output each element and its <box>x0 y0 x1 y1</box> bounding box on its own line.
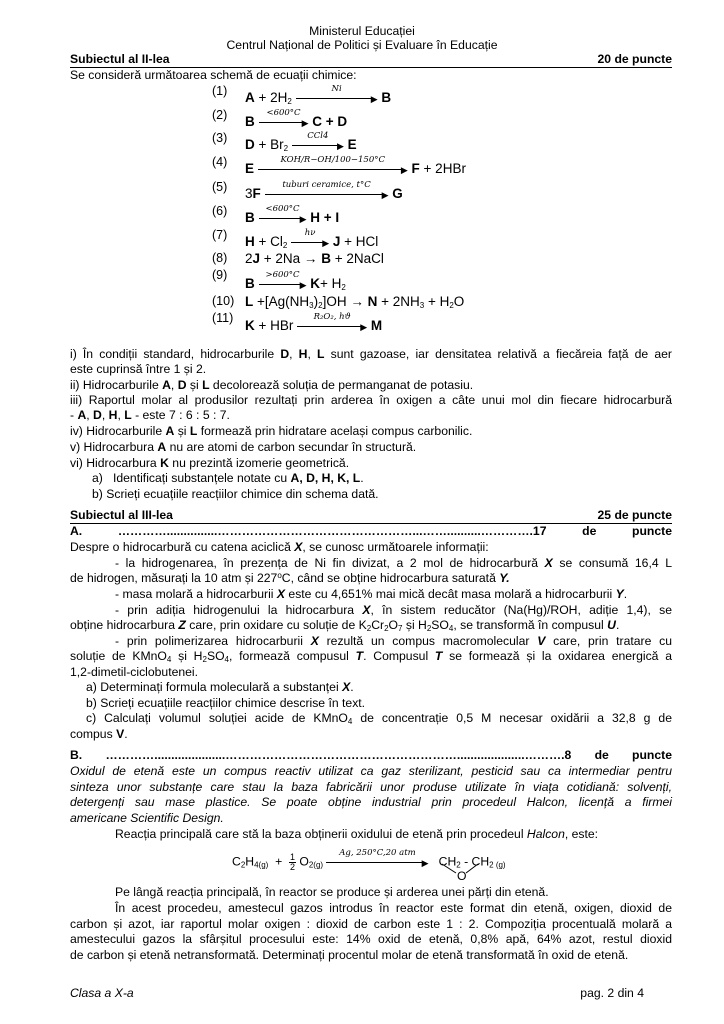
equation-2: B ▶ <600°C C + D <box>245 108 348 129</box>
footer-class: Clasa a X-a <box>70 986 134 1000</box>
equation-5: 3F ▶ tuburi ceramice, t°C G <box>245 180 403 201</box>
part-b-tail-3: carbon și azot, iar raportul molar oxigen : dioxid de carbon este 1 : 2. Compoziția procentuală molară a <box>70 917 672 931</box>
part-b-italic-3: detergenți sau mase plastice. Se poate obține industrial prin procedeul Halcon, licență a firmei <box>70 795 672 809</box>
part-a-intro: Despre o hidrocarbură cu catena aciclică X, se cunosc următoarele informații: <box>70 540 489 554</box>
task-a: a) Identificați substanțele notate cu A, D, H, K, L. <box>92 471 364 485</box>
part-b-italic-1: Oxidul de etenă este un compus reactiv utilizat ca gaz sterilizant, pesticid sau ca intermediar pentru <box>70 764 672 778</box>
eq-number: (9) <box>212 268 228 282</box>
part-b-italic-2: sinteza unor substanțe care stau la baza fabricării unor produse utilizate în viața cotidiană: solvenți, <box>70 780 672 794</box>
equation-6: B ▶ <600°C H + I <box>245 204 340 225</box>
info-iv: iv) Hidrocarburile A și L formează prin hidratare același compus carbonilic. <box>70 424 473 438</box>
part-b-heading: B. ………….....................…………………………………………………....................……….8 de puncte <box>70 748 672 762</box>
epoxide-oxygen: O <box>457 869 467 883</box>
equation-11: K + HBr ▶ R₂O₂, hϑ M <box>245 312 383 333</box>
section-2-title: Subiectul al II-lea <box>70 52 170 66</box>
reaction-arrow: ▶ >600°C <box>259 276 307 288</box>
equation-10: $L +[Ag(NH_3)_2]OH \to N + 2NH_3 + H_2O$ <box>245 294 465 310</box>
reaction-arrow: ▶ Ag, 250°C,20 atm <box>326 854 428 866</box>
eq-number: (3) <box>212 131 228 145</box>
info-v: v) Hidrocarbura A nu are atomi de carbon secundar în structură. <box>70 440 417 454</box>
part-a-task-c-line1: c) Calculați volumul soluției acide de KMnO$_4$ de concentrație 0,5 M necesar oxidării a 32,8 g de <box>86 711 672 726</box>
section-3-points: 25 de puncte <box>597 508 672 522</box>
eq-number: (1) <box>212 84 228 98</box>
reaction-arrow: ▶ R₂O₂, hϑ <box>297 318 367 330</box>
eq-number: (11) <box>212 311 234 325</box>
reaction-arrow: ▶ Ni <box>296 90 378 102</box>
reaction-arrow: ▶ tuburi ceramice, t°C <box>265 186 389 198</box>
part-a-info3-line2: obține hidrocarbura Z care, prin oxidare cu soluție de $K_2Cr_2O_7$ și $H_2SO_4$, se transformă în compusul U. <box>70 618 620 633</box>
part-b-reaction-intro: Reacția principală care stă la baza obținerii oxidului de etenă prin procedeul Halcon, este: <box>115 827 599 841</box>
eq-number: (2) <box>212 108 228 122</box>
part-b-italic-4: americane Scientific Design. <box>70 811 224 825</box>
part-a-info1-line2: de hidrogen, măsurați la 10 atm și 227$^o$C, când se obține hidrocarbura saturată Y. <box>70 571 510 585</box>
info-iii-line2: - A, D, H, L - este 7 : 6 : 5 : 7. <box>70 408 230 422</box>
part-a-task-b: b) Scrieți ecuațiile reacțiilor chimice descrise în text. <box>86 696 366 710</box>
eq-number: (7) <box>212 228 228 242</box>
eq-number: (8) <box>212 251 228 265</box>
part-a-task-a: a) Determinați formula moleculară a substanței X. <box>86 680 354 694</box>
equation-7: $H + Cl_2$ ▶ hν J + HCl <box>245 228 379 250</box>
eq-number: (4) <box>212 155 228 169</box>
info-ii: ii) Hidrocarburile A, D și L decolorează soluția de permanganat de potasiu. <box>70 378 474 392</box>
part-a-info1-line1: - la hidrogenarea, în prezența de Ni fin divizat, a 2 mol de hidrocarbură X se consumă 16,4 L <box>115 556 672 570</box>
halcon-equation: $C_2H_{4(g)} + 1$ 2 $O_{2(g)}$ ▶ Ag, 250°C,20 atm $CH_2 - CH_{2 (g)}$ <box>232 847 506 872</box>
part-a-info2: - masa molară a hidrocarburii X este cu 4,651% mai mică decât masa molară a hidrocarburii Y. <box>115 587 628 601</box>
part-b-tail-2: În acest procedeu, amestecul gazos introdus în reactor este format din etenă, oxigen, dioxid de <box>115 901 672 915</box>
part-a-info4-line1: - prin polimerizarea hidrocarburii X rezultă un compus macromolecular V care, prin tratare cu <box>115 634 672 648</box>
info-i-line2: este cuprinsă între 1 și 2. <box>70 362 207 376</box>
eq-number: (5) <box>212 180 228 194</box>
reaction-arrow: ▶ hν <box>291 234 329 246</box>
equation-1: $A + 2H_2$ ▶ Ni B <box>245 84 392 106</box>
eq-number: (6) <box>212 204 228 218</box>
reaction-arrow: ▶ CCl4 <box>292 137 344 149</box>
reaction-arrow: ▶ <600°C <box>259 114 309 126</box>
equation-3: $D + Br_2$ ▶ CCl4 E <box>245 131 357 153</box>
reaction-arrow: ▶ KOH/R−OH/100−150°C <box>258 161 408 173</box>
part-a-info4-line3: 1,2-dimetil-ciclobutenei. <box>70 665 199 679</box>
info-i-line1: i) În condiții standard, hidrocarburile D, H, L sunt gazoase, iar densitatea relativă a fiecăreia față de aer <box>70 347 672 361</box>
part-a-info3-line1: - prin adiția hidrogenului la hidrocarbura X, în sistem reducător (Na(Hg)/ROH, adiție 1,4), se <box>115 603 672 617</box>
section-2-points: 20 de puncte <box>597 52 672 66</box>
part-b-tail-5: de carbon și etenă netransformată. Determinați procentul molar de etenă transformată în oxid de etenă. <box>70 948 629 962</box>
equation-4: E ▶ KOH/R−OH/100−150°C F + 2HBr <box>245 155 466 176</box>
section-3-title: Subiectul al III-lea <box>70 508 173 522</box>
part-a-info4-line2: soluție de KMnO$_4$ și $H_2SO_4$, formează compusul T. Compusul T se formează și la oxidarea energică a <box>70 649 673 664</box>
header-center: Centrul Național de Politici și Evaluare în Educație <box>226 38 498 52</box>
footer-page: pag. 2 din 4 <box>580 986 644 1000</box>
part-b-tail-4: amestecului gazos la sfârșitul procesului este: 14% oxid de etenă, 0,8% apă, 64% azot, restul dioxid <box>70 932 672 946</box>
part-b-tail-1: Pe lângă reacția principală, în reactor se produce și arderea unei părți din etenă. <box>115 885 549 899</box>
eq-number: (10) <box>212 294 235 308</box>
reaction-arrow: ▶ <600°C <box>259 210 307 222</box>
equation-9: B ▶ >600°C $K+ H_2$ <box>245 270 346 292</box>
info-iii-line1: iii) Raportul molar al produsilor rezultați prin arderea în oxigen a câte unui mol din fiecare hidrocarbură <box>70 393 672 407</box>
task-b: b) Scrieți ecuațiile reacțiilor chimice din schema dată. <box>92 487 379 501</box>
info-vi: vi) Hidrocarbura K nu prezintă izomerie geometrică. <box>70 456 350 470</box>
part-a-heading: A. …………...............…………………………………………...……..........………….17 de puncte <box>70 524 672 538</box>
header-ministry: Ministerul Educației <box>309 24 415 38</box>
fraction-one-half: 1 2 <box>289 852 295 872</box>
section-2-intro: Se consideră următoarea schemă de ecuații chimice: <box>70 68 357 82</box>
part-a-task-c-line2: compus V. <box>70 727 128 741</box>
equation-8: 2J + 2Na → B + 2NaCl <box>245 251 384 266</box>
